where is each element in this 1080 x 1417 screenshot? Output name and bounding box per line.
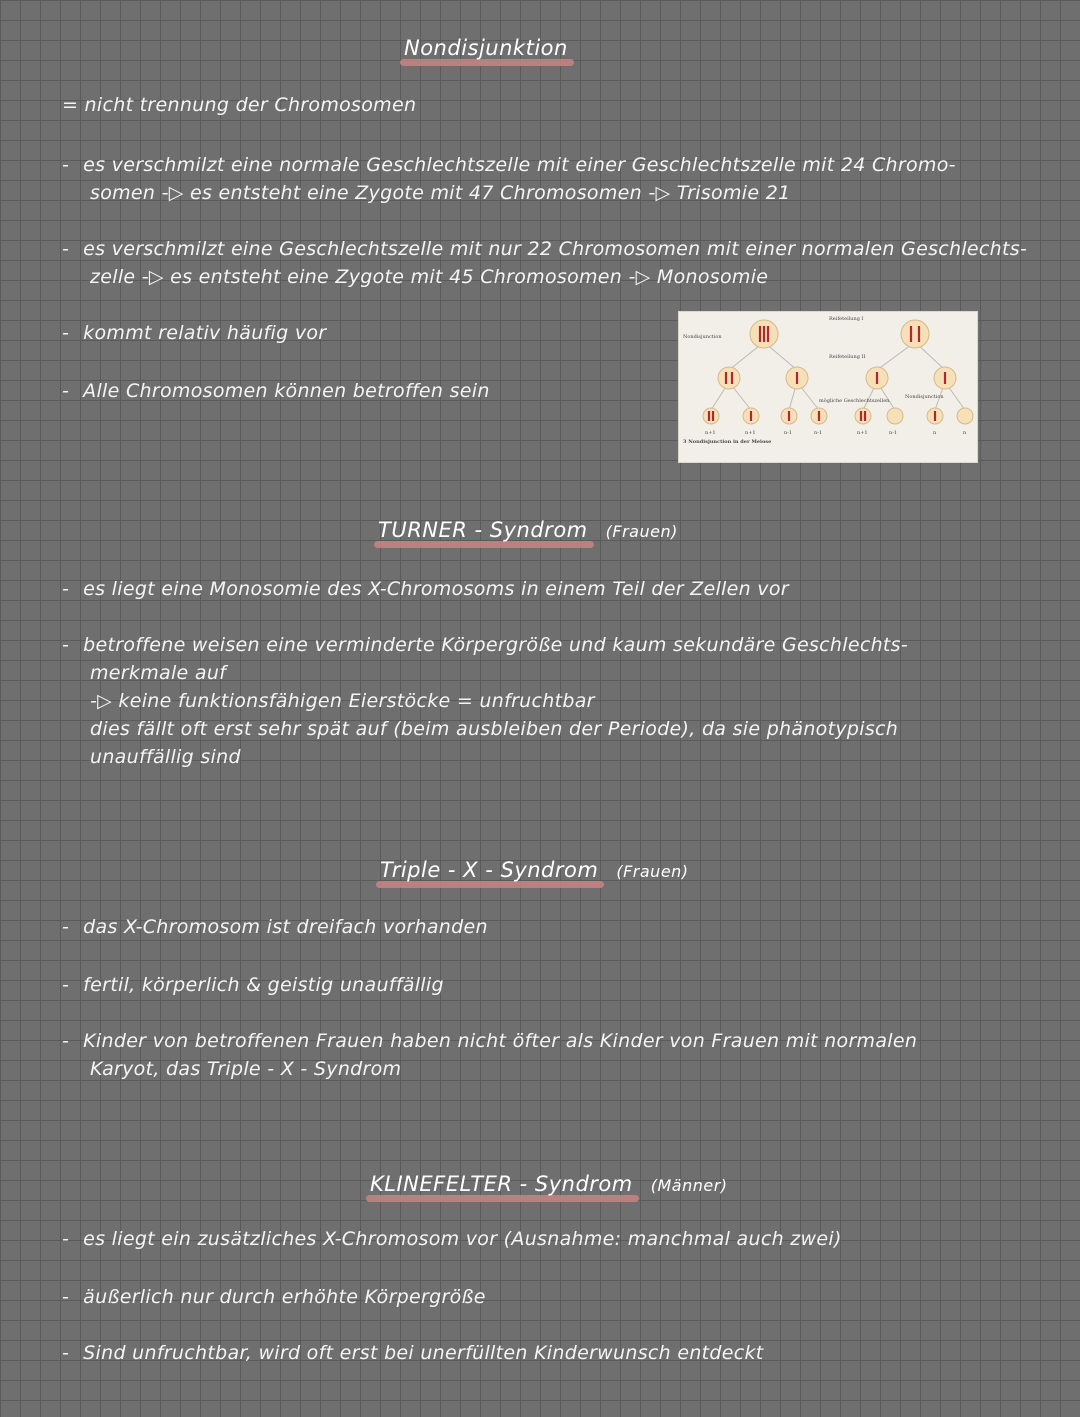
label-n2: n+1: [745, 430, 756, 436]
turner-bullet-1: - es liegt eine Monosomie des X-Chromosoms in einem Teil der Zellen vor: [62, 578, 789, 600]
turner-bullet-2-line-1: - betroffene weisen eine verminderte Körpergröße und kaum sekundäre Geschlechts-: [62, 634, 909, 656]
label-n3: n-1: [784, 430, 793, 436]
klinefelter-bullet-1: - es liegt ein zusätzliches X-Chromosom vor (Ausnahme: manchmal auch zwei): [62, 1228, 842, 1250]
turner-bullet-2-line-2: merkmale auf: [90, 662, 227, 684]
title-turner: TURNER - Syndrom (Frauen): [378, 518, 678, 542]
nd-bullet-2-line-2: zelle -▷ es entsteht eine Zygote mit 45 Chromosomen -▷ Monosomie: [90, 266, 769, 288]
nd-bullet-4: - Alle Chromosomen können betroffen sein: [62, 380, 490, 402]
label-n8: n: [963, 430, 967, 436]
label-reifeteilung-2: Reifeteilung II: [829, 354, 866, 360]
triplex-bullet-1: - das X-Chromosom ist dreifach vorhanden: [62, 916, 488, 938]
meiosis-diagram: [679, 312, 977, 462]
nd-bullet-1-line-2: somen -▷ es entsteht eine Zygote mit 47 Chromosomen -▷ Trisomie 21: [90, 182, 791, 204]
label-nondisjunction-left: Nondisjunction: [683, 334, 722, 340]
label-n7: n: [933, 430, 937, 436]
label-reifeteilung-1: Reifeteilung I: [829, 316, 864, 322]
klinefelter-bullet-3: - Sind unfruchtbar, wird oft erst bei unerfüllten Kinderwunsch entdeckt: [62, 1342, 764, 1364]
label-nondisjunction-right: Nondisjunction: [905, 394, 944, 400]
definition-line: = nicht trennung der Chromosomen: [62, 94, 417, 116]
label-n4: n-1: [814, 430, 823, 436]
nd-bullet-3: - kommt relativ häufig vor: [62, 322, 327, 344]
triplex-bullet-3-line-2: Karyot, das Triple - X - Syndrom: [90, 1058, 402, 1080]
title-triple-x: Triple - X - Syndrom (Frauen): [380, 858, 689, 882]
label-geschlechtszellen: mögliche Geschlechtszellen: [819, 398, 890, 404]
turner-line-4: dies fällt oft erst sehr spät auf (beim ausbleiben der Periode), da sie phänotypisch: [90, 718, 899, 740]
figure-caption: 3 Nondisjunction in der Meiose: [683, 439, 772, 445]
triplex-bullet-2: - fertil, körperlich & geistig unauffällig: [62, 974, 444, 996]
klinefelter-bullet-2: - äußerlich nur durch erhöhte Körpergröße: [62, 1286, 486, 1308]
label-n5: n+1: [857, 430, 868, 436]
label-n6: n-1: [889, 430, 898, 436]
turner-line-3: -▷ keine funktionsfähigen Eierstöcke = unfruchtbar: [90, 690, 595, 712]
nd-bullet-1-line-1: - es verschmilzt eine normale Geschlechtszelle mit einer Geschlechtszelle mit 24 Chromo-: [62, 154, 956, 176]
title-klinefelter: KLINEFELTER - Syndrom (Männer): [370, 1172, 728, 1196]
title-nondisjunktion: Nondisjunktion: [404, 36, 568, 60]
nd-bullet-2-line-1: - es verschmilzt eine Geschlechtszelle mit nur 22 Chromosomen mit einer normalen Geschlechts-: [62, 238, 1028, 260]
triplex-bullet-3-line-1: - Kinder von betroffenen Frauen haben nicht öfter als Kinder von Frauen mit normalen: [62, 1030, 918, 1052]
turner-line-5: unauffällig sind: [90, 746, 241, 768]
cell-top-right: [901, 320, 929, 348]
label-n1: n+1: [705, 430, 716, 436]
meiosis-figure: [678, 311, 978, 463]
